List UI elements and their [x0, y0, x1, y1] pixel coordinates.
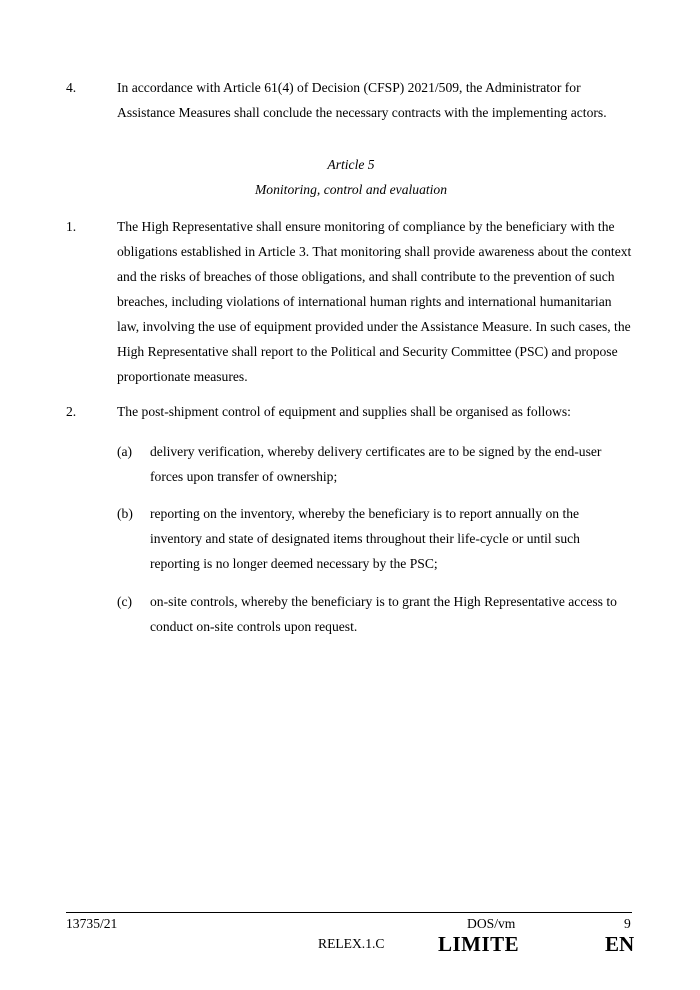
- paragraph-text: In accordance with Article 61(4) of Decision (CFSP) 2021/509, the Administrator for Assistance Measures shall conclude the necessary contracts with the implementing actors.: [117, 80, 607, 120]
- page-number: 9: [624, 916, 631, 931]
- paragraph-4: [66, 75, 636, 125]
- article-title: Monitoring, control and evaluation: [254, 182, 448, 197]
- author-initials: DOS/vm: [467, 916, 516, 931]
- paragraph-number: 2.: [66, 404, 77, 419]
- list-item-text: delivery verification, whereby delivery certificates are to be signed by the end-user forces upon transfer of ownership;: [150, 444, 602, 484]
- list-item-c: [117, 589, 632, 639]
- list-item-number: (b): [117, 506, 133, 521]
- article-number: Article 5: [327, 157, 375, 172]
- article-5-paragraph-2: [66, 399, 636, 424]
- article-5-paragraph-1: [66, 214, 636, 389]
- paragraph-text: The High Representative shall ensure monitoring of compliance by the beneficiary with the obligations established in Article 3. That monitoring shall provide awareness about the context and the risks of breaches of those obligations, and shall contribute to the prevention of such breaches, including violations of international human rights and international humanitarian law, involving the use of equipment provided under the Assistance Measure. In such cases, the High Representative shall report to the Political and Security Committee (PSC) and propose proportionate measures.: [117, 219, 632, 384]
- list-item-text: reporting on the inventory, whereby the beneficiary is to report annually on the inventory and state of designated items throughout their life-cycle or until such reporting is no longer deemed necessary by the PSC;: [150, 506, 580, 571]
- language-code: EN: [605, 932, 635, 956]
- footer-divider: [66, 912, 632, 913]
- list-item-number: (c): [117, 594, 133, 609]
- list-item-b: [117, 501, 632, 576]
- document-number: 13735/21: [66, 916, 118, 931]
- department-code: RELEX.1.C: [318, 936, 385, 951]
- list-item-a: [117, 439, 632, 489]
- list-item-number: (a): [117, 444, 133, 459]
- paragraph-number: 4.: [66, 80, 77, 95]
- paragraph-text: The post-shipment control of equipment and supplies shall be organised as follows:: [117, 404, 571, 419]
- classification-marking: LIMITE: [438, 932, 520, 956]
- list-item-text: on-site controls, whereby the beneficiary is to grant the High Representative access to conduct on-site controls upon request.: [150, 594, 617, 634]
- paragraph-number: 1.: [66, 219, 77, 234]
